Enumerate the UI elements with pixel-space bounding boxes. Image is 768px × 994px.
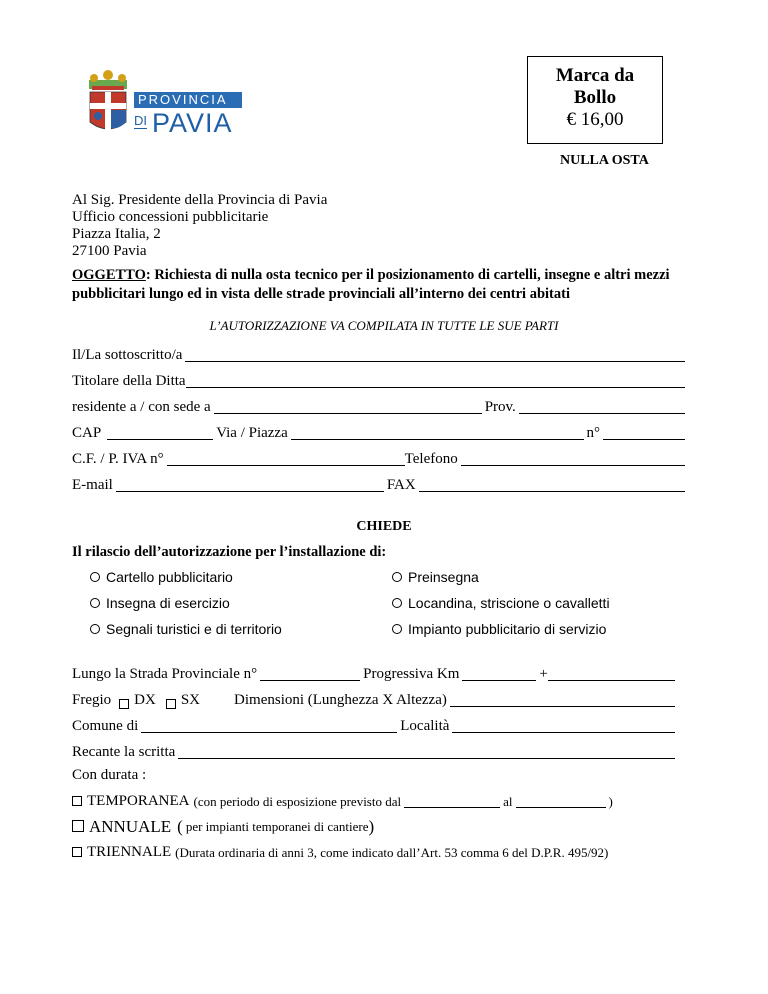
logo-provincia-text: PROVINCIA — [138, 92, 228, 107]
input-temp-dal[interactable] — [404, 792, 500, 808]
input-comune[interactable] — [141, 717, 397, 733]
label-numero: n° — [586, 425, 600, 441]
label-telefono: Telefono — [404, 451, 458, 467]
label-temporanea: TEMPORANEA — [87, 793, 190, 809]
input-km[interactable] — [462, 665, 536, 681]
option-label: Locandina, striscione o cavalletti — [408, 595, 610, 611]
address-line: 27100 Pavia — [72, 243, 147, 259]
option-label: Segnali turistici e di territorio — [106, 621, 282, 637]
option-label: Cartello pubblicitario — [106, 569, 233, 585]
stamp-line1: Marca da — [555, 65, 635, 86]
label-plus: + — [539, 666, 548, 682]
stamp-line2: Bollo — [573, 87, 617, 108]
row-temporanea — [72, 792, 662, 811]
stamp-amount: € 16,00 — [566, 109, 624, 130]
option-label: Impianto pubblicitario di servizio — [408, 621, 607, 637]
option-label: Insegna di esercizio — [106, 595, 230, 611]
input-telefono[interactable] — [461, 450, 685, 466]
stamp-box — [527, 56, 663, 144]
label-prov: Prov. — [484, 399, 516, 415]
logo-pavia-text: PAVIA — [152, 108, 233, 138]
input-metri[interactable] — [548, 665, 675, 681]
label-sx: SX — [180, 692, 201, 708]
address-line: Piazza Italia, 2 — [72, 226, 161, 242]
option-impianto[interactable] — [392, 620, 606, 638]
radio-circle-icon[interactable] — [392, 624, 402, 634]
chiede-heading: CHIEDE — [356, 519, 412, 534]
label-fax: FAX — [386, 477, 416, 493]
input-email[interactable] — [116, 476, 384, 492]
annual-note: per impianti temporanei di cantiere — [185, 819, 369, 834]
row-scritta — [72, 743, 678, 762]
label-annuale: ANNUALE — [89, 817, 172, 836]
provincia-pavia-logo — [84, 70, 244, 140]
subject-text: : Richiesta di nulla osta tecnico per il posizionamento di cartelli, insegne e altri mezzi pubblicitari lungo ed in vista delle strade provinciali all’interno dei centri abitati — [72, 267, 670, 302]
label-fregio: Fregio — [72, 692, 112, 708]
recipient-address — [72, 192, 327, 260]
label-titolare: Titolare della Ditta — [72, 373, 186, 389]
address-line: Al Sig. Presidente della Provincia di Pavia — [72, 192, 328, 208]
label-sottoscritto: Il/La sottoscritto/a — [72, 347, 183, 363]
row-annuale — [72, 817, 662, 836]
compile-notice: L’AUTORIZZAZIONE VA COMPILATA IN TUTTE LE SUE PARTI — [209, 318, 559, 333]
tri-note: (Durata ordinaria di anni 3, come indicato dall’Art. 53 comma 6 del D.P.R. 495/92) — [175, 845, 609, 860]
row-fregio — [72, 691, 678, 710]
input-temp-al[interactable] — [516, 792, 606, 808]
label-localita: Località — [400, 718, 450, 734]
input-cf[interactable] — [167, 450, 405, 466]
label-cap: CAP — [72, 425, 102, 441]
label-strada: Lungo la Strada Provinciale n° — [72, 666, 258, 682]
annual-open: ( — [177, 817, 183, 836]
row-residente — [72, 398, 688, 417]
option-locandina[interactable] — [392, 594, 610, 612]
input-dimensioni[interactable] — [450, 691, 675, 707]
input-cap[interactable] — [107, 424, 213, 440]
radio-circle-icon[interactable] — [392, 572, 402, 582]
row-cap — [72, 424, 688, 443]
temp-close: ) — [608, 794, 613, 809]
label-durata: Con durata : — [72, 767, 147, 783]
label-residente: residente a / con sede a — [72, 399, 211, 415]
nulla-osta-label: NULLA OSTA — [560, 153, 649, 168]
option-label: Preinsegna — [408, 569, 479, 585]
input-localita[interactable] — [452, 717, 675, 733]
temp-al: al — [503, 794, 513, 809]
input-strada[interactable] — [260, 665, 360, 681]
radio-circle-icon[interactable] — [90, 572, 100, 582]
row-strada — [72, 665, 678, 684]
checkbox-sx[interactable] — [166, 699, 176, 709]
label-via: Via / Piazza — [216, 425, 288, 441]
input-prov[interactable] — [519, 398, 685, 414]
subject — [72, 266, 702, 304]
input-fax[interactable] — [419, 476, 685, 492]
rilascio-heading: Il rilascio dell’autorizzazione per l’installazione di: — [72, 544, 387, 560]
subject-label: OGGETTO — [72, 267, 146, 283]
row-triennale — [72, 843, 692, 862]
option-cartello[interactable] — [90, 568, 233, 586]
input-residente[interactable] — [214, 398, 482, 414]
input-numero[interactable] — [603, 424, 685, 440]
row-email — [72, 476, 688, 495]
label-dimensioni: Dimensioni (Lunghezza X Altezza) — [234, 692, 447, 708]
label-scritta: Recante la scritta — [72, 744, 176, 760]
row-sottoscritto — [72, 346, 688, 365]
option-preinsegna[interactable] — [392, 568, 479, 586]
label-comune: Comune di — [72, 718, 139, 734]
row-comune — [72, 717, 678, 736]
address-line: Ufficio concessioni pubblicitarie — [72, 209, 269, 225]
label-email: E-mail — [72, 477, 113, 493]
input-titolare[interactable] — [186, 372, 685, 388]
logo-di-text: DI — [134, 113, 147, 128]
option-insegna[interactable] — [90, 594, 230, 612]
label-dx: DX — [134, 692, 156, 708]
radio-circle-icon[interactable] — [392, 598, 402, 608]
option-segnali[interactable] — [90, 620, 282, 638]
annual-close: ) — [368, 817, 375, 836]
label-progressiva: Progressiva Km — [363, 666, 460, 682]
checkbox-annuale[interactable] — [72, 820, 84, 832]
input-sottoscritto[interactable] — [185, 346, 685, 362]
label-cf: C.F. / P. IVA n° — [72, 451, 164, 467]
checkbox-triennale[interactable] — [72, 847, 82, 857]
row-titolare — [72, 372, 688, 391]
temp-note: (con periodo di esposizione previsto dal — [193, 794, 402, 809]
input-scritta[interactable] — [178, 743, 675, 759]
radio-circle-icon[interactable] — [90, 624, 100, 634]
checkbox-dx[interactable] — [119, 699, 129, 709]
input-via[interactable] — [291, 424, 584, 440]
checkbox-temporanea[interactable] — [72, 796, 82, 806]
label-triennale: TRIENNALE — [87, 844, 172, 860]
radio-circle-icon[interactable] — [90, 598, 100, 608]
row-cf — [72, 450, 688, 469]
